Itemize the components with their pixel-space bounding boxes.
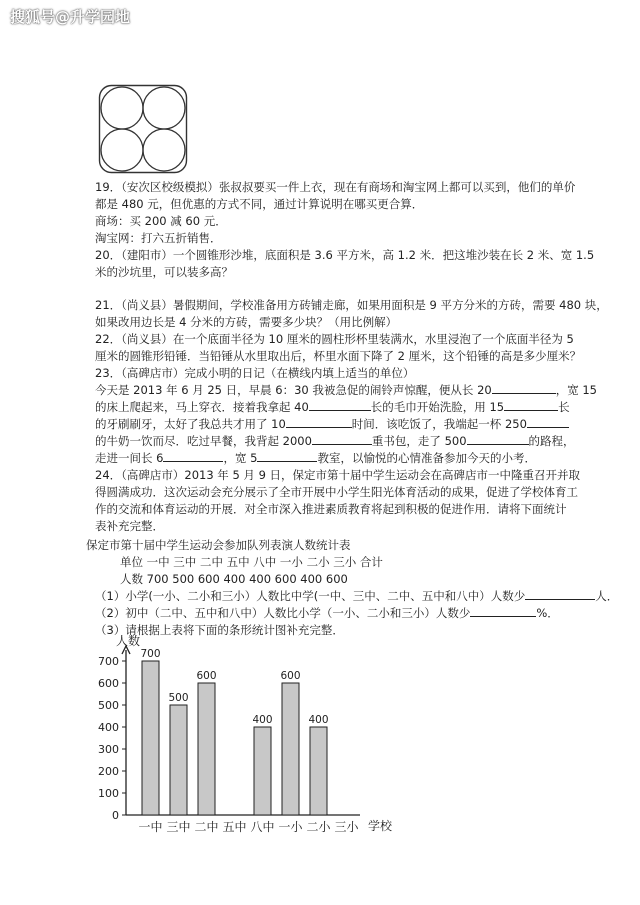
bar [142, 661, 159, 815]
q23-text: 的牙刷刷牙，太好了我总共才用了 10 [95, 417, 286, 431]
q23-text: 长 [558, 400, 570, 414]
bar-value-label: 600 [196, 670, 217, 682]
q23-text: 的床上爬起来，马上穿衣．接着我拿起 40 [95, 400, 309, 414]
answer-blank[interactable] [470, 605, 536, 617]
y-tick-label: 300 [98, 743, 119, 756]
q19-line: 19．（安次区校级模拟）张叔叔要买一件上衣，现在有商场和淘宝网上都可以买到，他们的单价 [95, 180, 576, 194]
q19-line: 淘宝网：打六五折销售． [95, 231, 222, 245]
q22-line: 22．（尚义县）在一个底面半径为 10 厘米的圆柱形杯里装满水，水里浸泡了一个底面半径为 5 [95, 332, 574, 346]
answer-blank[interactable] [467, 433, 529, 445]
table-header-row: 单位 一中 三中 二中 五中 八中 一小 二小 三小 合计 [120, 555, 383, 569]
sub-question-2 [95, 605, 559, 621]
q21-line: 21．（尚义县）暑假期间，学校准备用方砖铺走廊，如果用面积是 9 平方分米的方砖，需要 480 块， [95, 298, 608, 312]
sub-question-text: 人． [595, 589, 619, 603]
q23-text: 的牛奶一饮而尽．吃过早餐，我背起 2000 [95, 434, 312, 448]
bar [282, 683, 299, 815]
x-tick-label: 一小 [278, 820, 303, 834]
figure-circle [143, 87, 185, 129]
x-tick-label: 二小 [306, 820, 331, 834]
answer-blank[interactable] [286, 416, 352, 428]
q23-text: 今天是 2013 年 6 月 25 日，早晨 6：30 我被急促的闹铃声惊醒，便从长 20 [95, 383, 492, 397]
x-tick-label: 三中 [166, 820, 191, 834]
y-tick-label: 400 [98, 721, 119, 734]
watermark: 搜狐号@升学园地 [10, 8, 131, 26]
q23-text: 走进一间长 6 [95, 451, 164, 465]
sub-question-text: %． [536, 606, 559, 620]
y-tick-label: 700 [98, 655, 119, 668]
answer-blank[interactable] [309, 399, 371, 411]
bar [310, 727, 327, 815]
q21-line: 如果改用边长是 4 分米的方砖，需要多少块？（用比例解） [95, 315, 398, 329]
q23-line: 23．（高碑店市）完成小明的日记（在横线内填上适当的单位） [95, 366, 415, 380]
sub-question-1 [95, 588, 618, 604]
y-axis-label: 人数 [116, 634, 141, 648]
y-tick-label: 600 [98, 677, 119, 690]
q20-line: 米的沙坑里，可以装多高？ [95, 265, 233, 279]
sub-question-3: （3）请根据上表将下面的条形统计图补充完整． [95, 623, 344, 637]
answer-blank[interactable] [163, 450, 223, 462]
bar [198, 683, 215, 815]
bar-value-label: 400 [308, 714, 329, 726]
y-tick-label: 200 [98, 765, 119, 778]
bar-value-label: 400 [252, 714, 273, 726]
x-tick-label: 三小 [334, 820, 359, 834]
x-tick-label: 二中 [194, 820, 219, 834]
bar-value-label: 500 [168, 692, 189, 704]
y-tick-label: 100 [98, 787, 119, 800]
q19-line: 商场：买 200 减 60 元． [95, 214, 227, 228]
q23-text: ，宽 15 [555, 383, 597, 397]
q23-text: 长的毛巾开始洗脸，用 15 [370, 400, 505, 414]
answer-blank[interactable] [525, 588, 595, 600]
bar [254, 727, 271, 815]
x-tick-label: 八中 [250, 820, 275, 834]
y-tick-label: 0 [112, 809, 119, 822]
q23-line [95, 382, 597, 398]
bar [170, 705, 187, 815]
bar-chart [90, 632, 410, 837]
answer-blank[interactable] [527, 416, 569, 428]
q24-line: 得圆满成功．这次运动会充分展示了全市开展中小学生阳光体育活动的成果，促进了学校体育工 [95, 485, 578, 499]
q20-line: 20．（建阳市）一个圆锥形沙堆，底面积是 3.6 平方米，高 1.2 米．把这堆沙装在长 2 米、宽 1.5 [95, 248, 595, 262]
q19-line: 都是 480 元，但优惠的方式不同，通过计算说明在哪买更合算． [95, 197, 424, 211]
table-value-row: 人数 700 500 600 400 400 600 400 600 [120, 572, 348, 586]
q22-line: 厘米的圆锥形铅锤．当铅锤从水里取出后，杯里水面下降了 2 厘米，这个铅锤的高是多少厘米？ [95, 349, 582, 363]
bar-value-label: 700 [140, 648, 161, 660]
table-title: 保定市第十届中学生运动会参加队列表演人数统计表 [86, 538, 351, 552]
x-tick-label: 一中 [138, 820, 163, 834]
q23-line [95, 433, 575, 449]
q24-line: 24．（高碑店市）2013 年 5 月 9 日，保定市第十届中学生运动会在高碑店市一中隆重召开并取 [95, 468, 581, 482]
bar-value-label: 600 [280, 670, 301, 682]
figure-circle [101, 129, 143, 171]
x-axis-label: 学校 [368, 819, 393, 833]
figure-circle [143, 129, 185, 171]
answer-blank[interactable] [257, 450, 317, 462]
answer-blank[interactable] [492, 382, 556, 394]
four-circles-in-square-figure [98, 84, 188, 174]
answer-blank[interactable] [504, 399, 558, 411]
q24-line: 作的交流和体育运动的开展．对全市深入推进素质教育将起到积极的促进作用．请将下面统计 [95, 502, 567, 516]
q23-text: ，宽 5 [223, 451, 258, 465]
answer-blank[interactable] [312, 433, 372, 445]
q23-line [95, 450, 536, 466]
sub-question-text: （2）初中（二中、五中和八中）人数比小学（一小、二小和三小）人数少 [95, 606, 471, 620]
q23-text: 时间．该吃饭了，我端起一杯 250 [351, 417, 527, 431]
figure-circle [101, 87, 143, 129]
y-tick-label: 500 [98, 699, 119, 712]
x-tick-label: 五中 [222, 820, 247, 834]
q23-line [95, 399, 570, 415]
q23-line [95, 416, 569, 432]
q24-line: 表补充完整． [95, 519, 164, 533]
q23-text: 教室，以愉悦的心情准备参加今天的小考． [317, 451, 536, 465]
q23-text: 的路程， [528, 434, 575, 448]
figure-square [100, 86, 187, 173]
q23-text: 重书包，走了 500 [371, 434, 467, 448]
sub-question-text: （1）小学(一小、二小和三小）人数比中学(一中、三中、二中、五中和八中）人数少 [95, 589, 526, 603]
